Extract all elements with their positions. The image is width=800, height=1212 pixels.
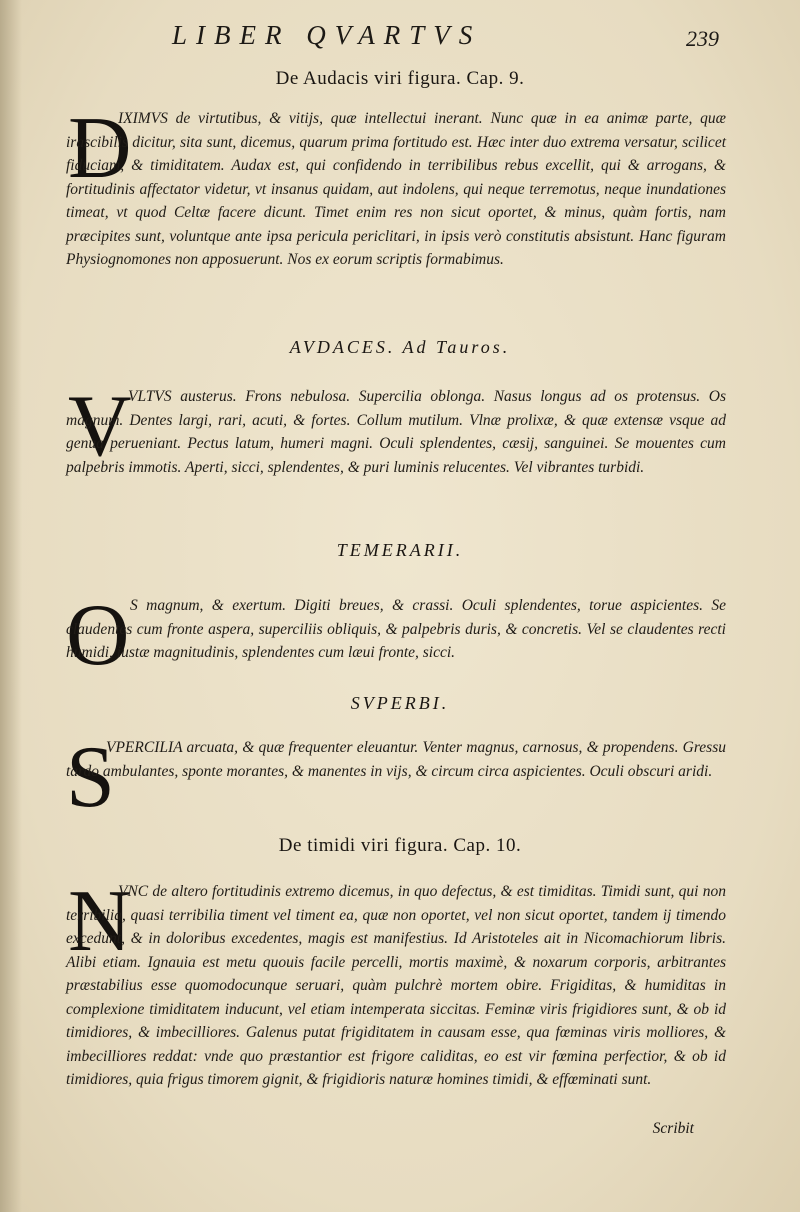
page-gutter-shadow bbox=[0, 0, 22, 1212]
drop-cap-s: S bbox=[66, 729, 115, 826]
audaces-body bbox=[66, 378, 726, 510]
drop-cap-n: N bbox=[68, 873, 132, 970]
superbi-heading: SVPERBI. bbox=[350, 693, 450, 713]
running-head: LIBER QVARTVS bbox=[172, 20, 482, 50]
audaces-text: VLTVS austerus. Frons nebulosa. Supercilia oblonga. Nasus longus ad os protensus. Os magnum. Dentes largi, rari, acuti, & fortes. Collum mutilum. Vlnæ prolixæ, & quæ extensæ vsque ad genua perueniant. Pectus latum, humeri magni. Oculi splendentes, cæsij, sanguinei. Se mouentes cum palpebris immotis. Aperti, sicci, splendentes, & puri luminis relucentes. Vel vibrantes turbidi. bbox=[66, 388, 726, 476]
chapter-10-title: De timidi viri figura. Cap. 10. bbox=[278, 835, 522, 856]
temerarii-body bbox=[66, 587, 726, 684]
chapter-10-body bbox=[66, 873, 726, 1140]
chapter-9-text: IXIMVS de virtutibus, & vitijs, quæ intellectui inerant. Nunc quæ in ea animæ parte, quæ irascibilis dicitur, sita sunt, dicemus, quarum prima fortitudo est. Hæc inter duo extrema versatur, scilicet fiduciam, & timiditatem. Audax est, qui confidendo in terribilibus rebus excellit, qui & arrogans, & fortitudinis affectator videtur, vt insanus quidam, aut indolens, qui neque terremotus, neque inundationes timeat, vt quod Celtæ facere dicunt. Timet enim res non sicut oportet, & minus, quàm fortis, nam præcipites sunt, voluntque ante ipsa pericula periclitari, in ipsis verò constitutis absistunt. Hanc figuram Physiognomones non apposuerunt. Nos ex eorum scriptis formabimus. bbox=[66, 110, 726, 268]
page-number: 239 bbox=[686, 26, 719, 51]
superbi-body bbox=[66, 729, 726, 826]
chapter-9-body bbox=[66, 100, 726, 307]
superbi-text: VPERCILIA arcuata, & quæ frequenter eleuantur. Venter magnus, carnosus, & propendens. Gressu tardo ambulantes, sponte morantes, & manentes in vijs, & circum circa aspicientes. Oculi obscuri aridi. bbox=[66, 739, 726, 780]
chapter-9-title: De Audacis viri figura. Cap. 9. bbox=[275, 68, 525, 89]
catchword: Scribit bbox=[652, 1120, 694, 1137]
drop-cap-o: O bbox=[66, 587, 130, 684]
drop-cap-v: V bbox=[68, 378, 132, 475]
temerarii-text: S magnum, & exertum. Digiti breues, & crassi. Oculi splendentes, torue aspicientes. Se claudentes cum fronte aspera, superciliis obliquis, & palpebris duris, & concretis. Vel se claudentes recti humidi, iustæ magnitudinis, splendentes cum læui fronte, sicci. bbox=[66, 597, 726, 661]
temerarii-heading: TEMERARII. bbox=[336, 540, 464, 560]
chapter-10-text: VNC de altero fortitudinis extremo dicemus, in quo defectus, & est timiditas. Timidi sunt, qui non terribilia, quasi terribilia timent vel timent ea, quæ non oportet, vel non sicut oportet, tandem ij timendo excedunt, & in doloribus excedentes, magis est manifestius. Id Aristoteles ait in Nicomachiorum libris. Alibi etiam. Ignauia est metu quouis facile percelli, mortis maximè, & noxarum corporis, arbitrantes præstabilius esse quomodocunque seruari, quàm pulchrè mortem obire. Frigiditas, & humiditas in complexione timiditatem inducunt, vel etiam intemperata siccitas. Feminæ viris frigidiores sunt, & ob id timidiores, & imbecilliores. Galenus putat frigiditatem in causam esse, qua fœminas viris molliores, & imbecilliores reddat: vnde quo præstantior est frigore caliditas, eo est vir fœmina perfectior, & ob id timidiores, quia frigus timorem gignit, & frigidioris naturæ homines timidi, & effœminati sunt. bbox=[66, 883, 726, 1088]
page-header bbox=[0, 18, 800, 58]
audaces-heading: AVDACES. Ad Tauros. bbox=[289, 337, 511, 357]
drop-cap-d: D bbox=[68, 100, 132, 197]
